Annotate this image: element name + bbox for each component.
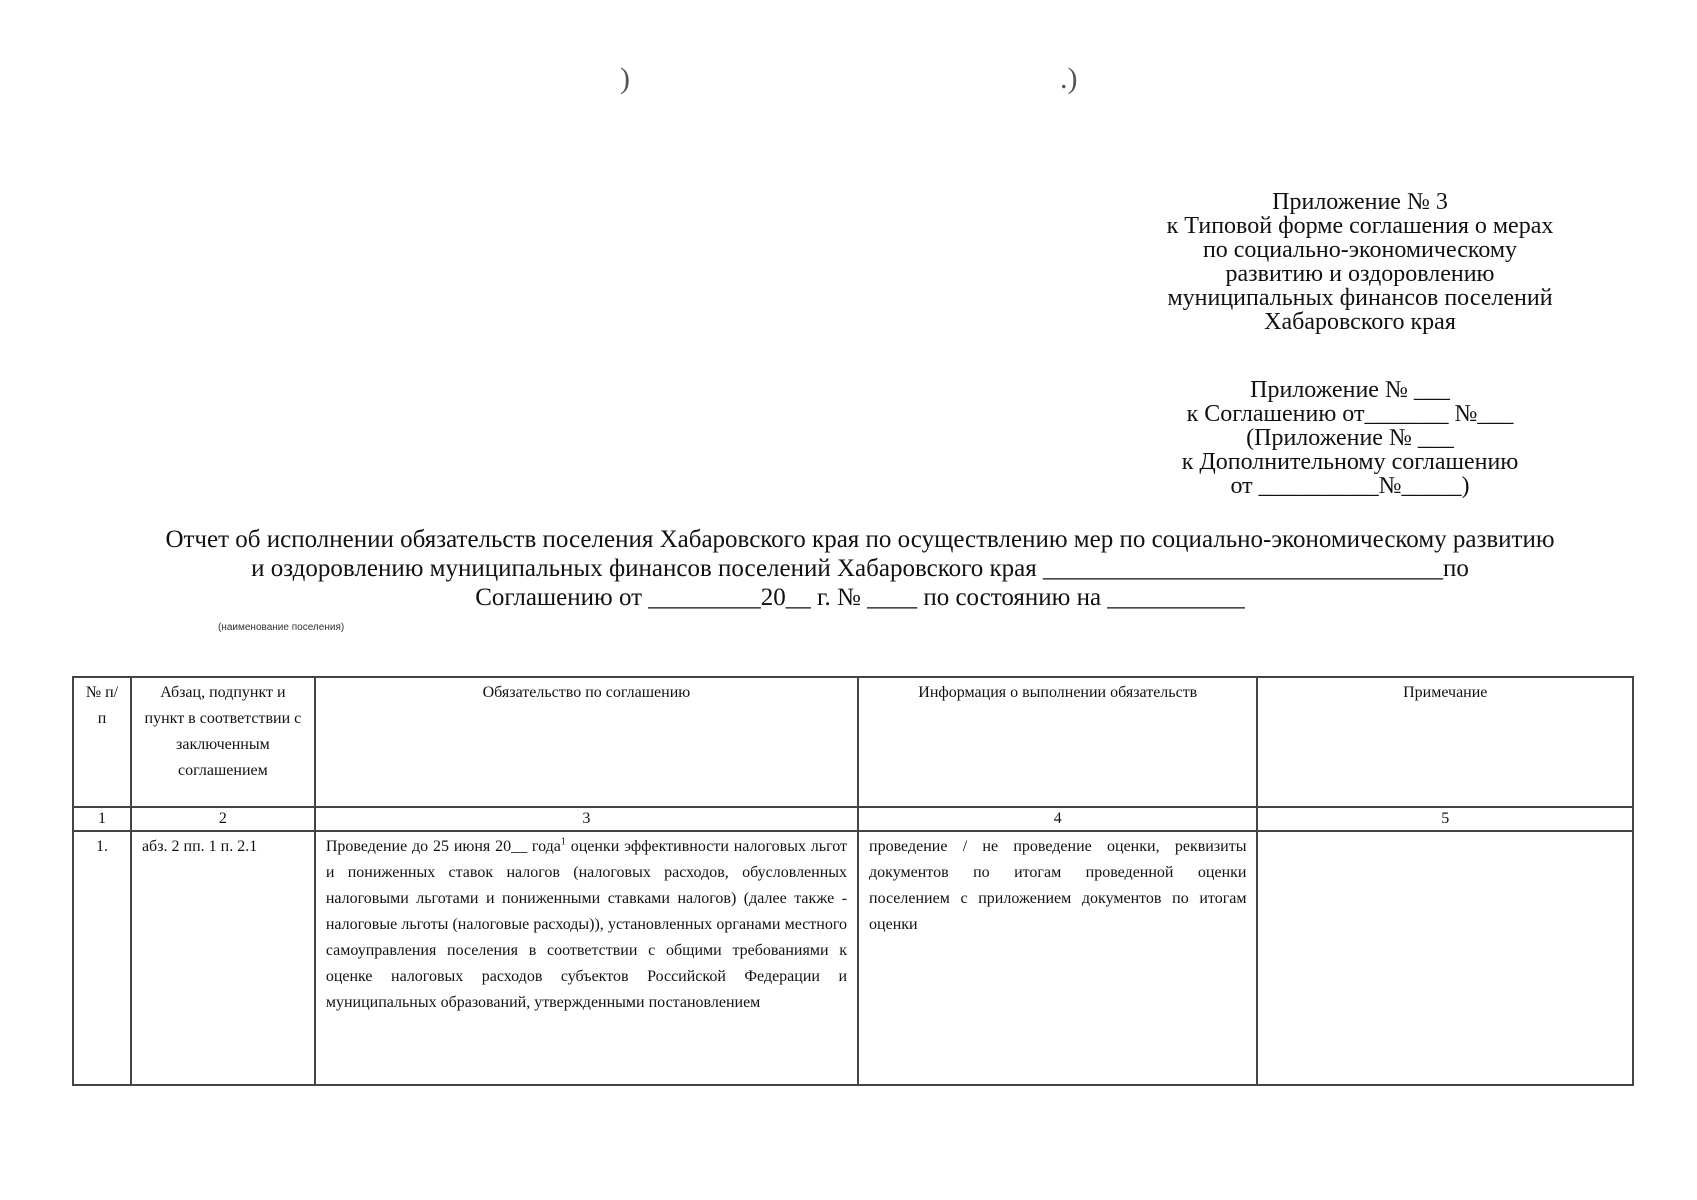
table-header-row <box>73 677 1633 807</box>
appendix-line: муниципальных финансов поселений <box>1167 285 1553 311</box>
report-title-line: и оздоровлению муниципальных финансов поселений Хабаровского края ________________________________по <box>251 555 1469 582</box>
column-number: 2 <box>131 807 315 831</box>
appendix-line: Приложение № ___ <box>1250 377 1450 403</box>
row-info: проведение / не проведение оценки, реквизиты документов по итогам проведенной оценки поселением с приложением документов по итогам оценки <box>858 831 1257 1085</box>
appendix-type-form-block <box>1120 190 1600 334</box>
report-title-line: Отчет об исполнении обязательств поселения Хабаровского края по осуществлению мер по социально-экономическому развитию <box>165 526 1555 553</box>
appendix-line: к Соглашению от_______ №___ <box>1186 401 1514 427</box>
appendix-line: по социально-экономическому <box>1202 237 1518 263</box>
row-clause: абз. 2 пп. 1 п. 2.1 <box>131 831 315 1085</box>
table-row <box>73 831 1633 1085</box>
header-number: № п/п <box>73 677 131 807</box>
obligation-text: Проведение до 25 июня 20__ года <box>325 838 561 855</box>
row-number: 1. <box>73 831 131 1085</box>
settlement-name-caption: (наименование поселения) <box>218 622 345 633</box>
obligation-text-continued: оценки эффективности налоговых льгот и пониженных ставок налогов (налоговых расходов, обусловленных налоговыми льготами и пониженными ставками налогов) (далее также - налоговые льготы (налоговые расходы)), установленных органами местного самоуправления поселения в соответствии с общими требованиями к оценке налоговых расходов субъектов Российской Федерации и муниципальных образований, утвержденными постановлением <box>325 838 848 1011</box>
column-number: 3 <box>315 807 858 831</box>
appendix-line: от __________№_____) <box>1230 473 1470 499</box>
appendix-line: развитию и оздоровлению <box>1225 261 1495 287</box>
row-note <box>1257 831 1633 1085</box>
header-clause: Абзац, подпункт и пункт в соответствии с заключенным соглашением <box>131 677 315 807</box>
appendix-line: к Типовой форме соглашения о мерах <box>1166 213 1554 239</box>
appendix-line: Хабаровского края <box>1264 309 1456 335</box>
obligations-table <box>72 676 1634 1086</box>
column-number: 1 <box>73 807 131 831</box>
report-title <box>60 525 1660 612</box>
appendix-line: Приложение № 3 <box>1272 189 1448 215</box>
table-column-numbers-row <box>73 807 1633 831</box>
appendix-line: к Дополнительному соглашению <box>1181 449 1519 475</box>
scan-mark-left: ) <box>620 62 630 95</box>
appendix-agreement-block <box>1140 378 1560 498</box>
appendix-line: (Приложение № ___ <box>1246 425 1454 451</box>
header-note: Примечание <box>1257 677 1633 807</box>
report-title-line: Соглашению от _________20__ г. № ____ по состоянию на ___________ <box>475 584 1245 611</box>
footnote-marker: 1 <box>560 836 566 848</box>
row-obligation <box>315 831 858 1085</box>
column-number: 4 <box>858 807 1257 831</box>
header-info: Информация о выполнении обязательств <box>858 677 1257 807</box>
header-obligation: Обязательство по соглашению <box>315 677 858 807</box>
scan-mark-right: .) <box>1060 62 1078 95</box>
column-number: 5 <box>1257 807 1633 831</box>
